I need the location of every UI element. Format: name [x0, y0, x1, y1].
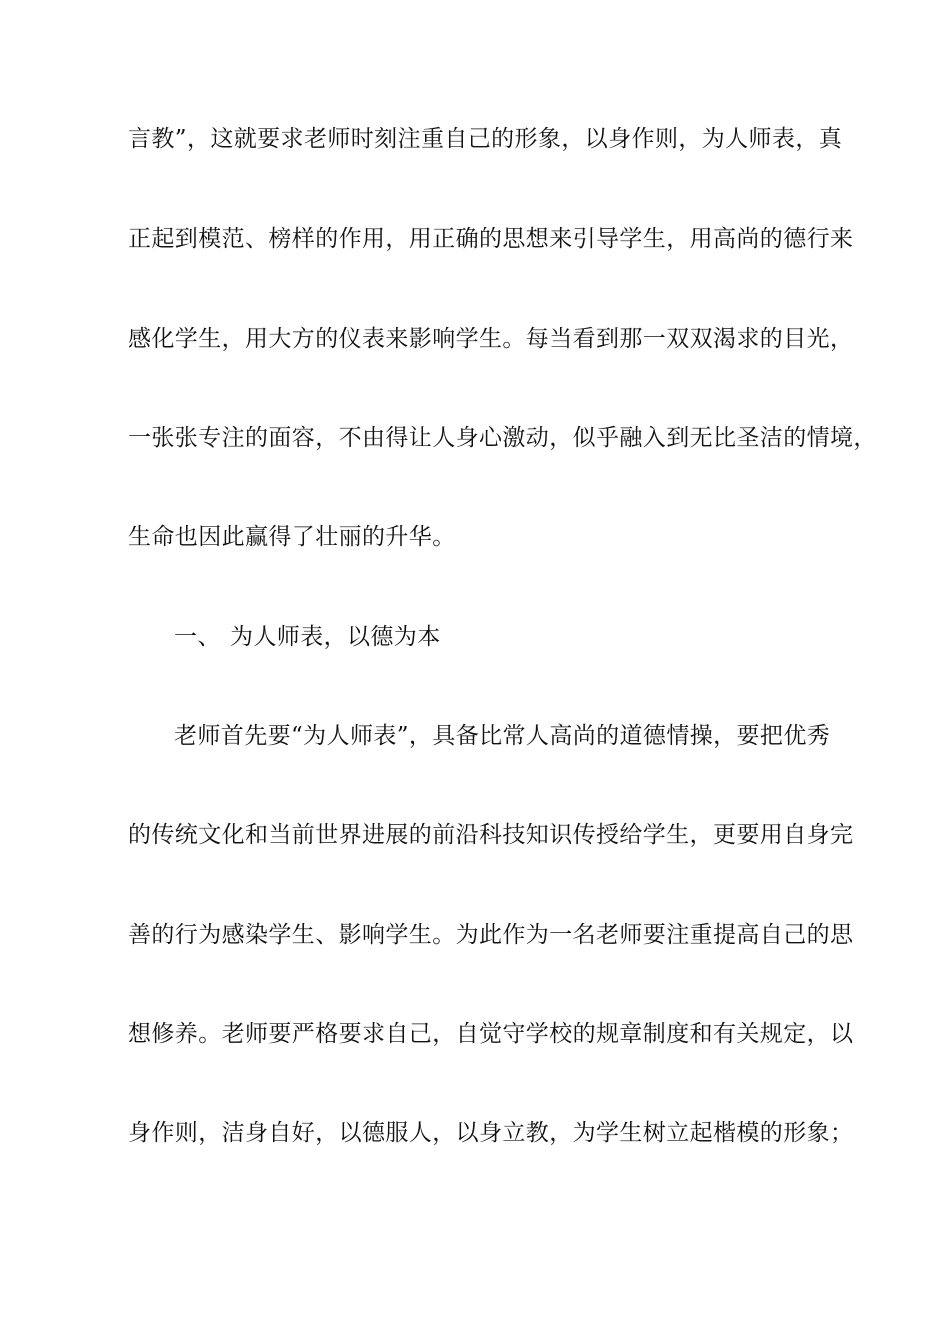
- paragraph-line: 言教”，这就要求老师时刻注重自己的形象，以身作则，为人师表，真: [128, 126, 843, 152]
- paragraph-line: 身作则，洁身自好，以德服人，以身立教，为学生树立起楷模的形象；: [128, 1120, 854, 1146]
- paragraph-line: 感化学生，用大方的仪表来影响学生。每当看到那一双双渴求的目光，: [128, 326, 854, 352]
- paragraph-line: 正起到模范、榜样的作用，用正确的思想来引导学生，用高尚的德行来: [128, 226, 854, 252]
- section-title: 为人师表，以德为本: [230, 624, 441, 650]
- paragraph-line: 老师首先要“为人师表”，具备比常人高尚的道德情操，要把优秀: [174, 723, 831, 749]
- section-heading: [174, 620, 574, 654]
- section-number: 一、: [174, 624, 221, 650]
- paragraph-line: 一张张专注的面容，不由得让人身心激动，似乎融入到无比圣洁的情境，: [128, 425, 877, 451]
- paragraph-line: 善的行为感染学生、影响学生。为此作为一名老师要注重提高自己的思: [128, 922, 854, 948]
- paragraph-line: 生命也因此赢得了壮丽的升华。: [128, 524, 456, 550]
- paragraph-line: 的传统文化和当前世界进展的前沿科技知识传授给学生，更要用自身完: [128, 822, 854, 848]
- paragraph-line: 想修养。老师要严格要求自己，自觉守学校的规章制度和有关规定，以: [128, 1021, 854, 1047]
